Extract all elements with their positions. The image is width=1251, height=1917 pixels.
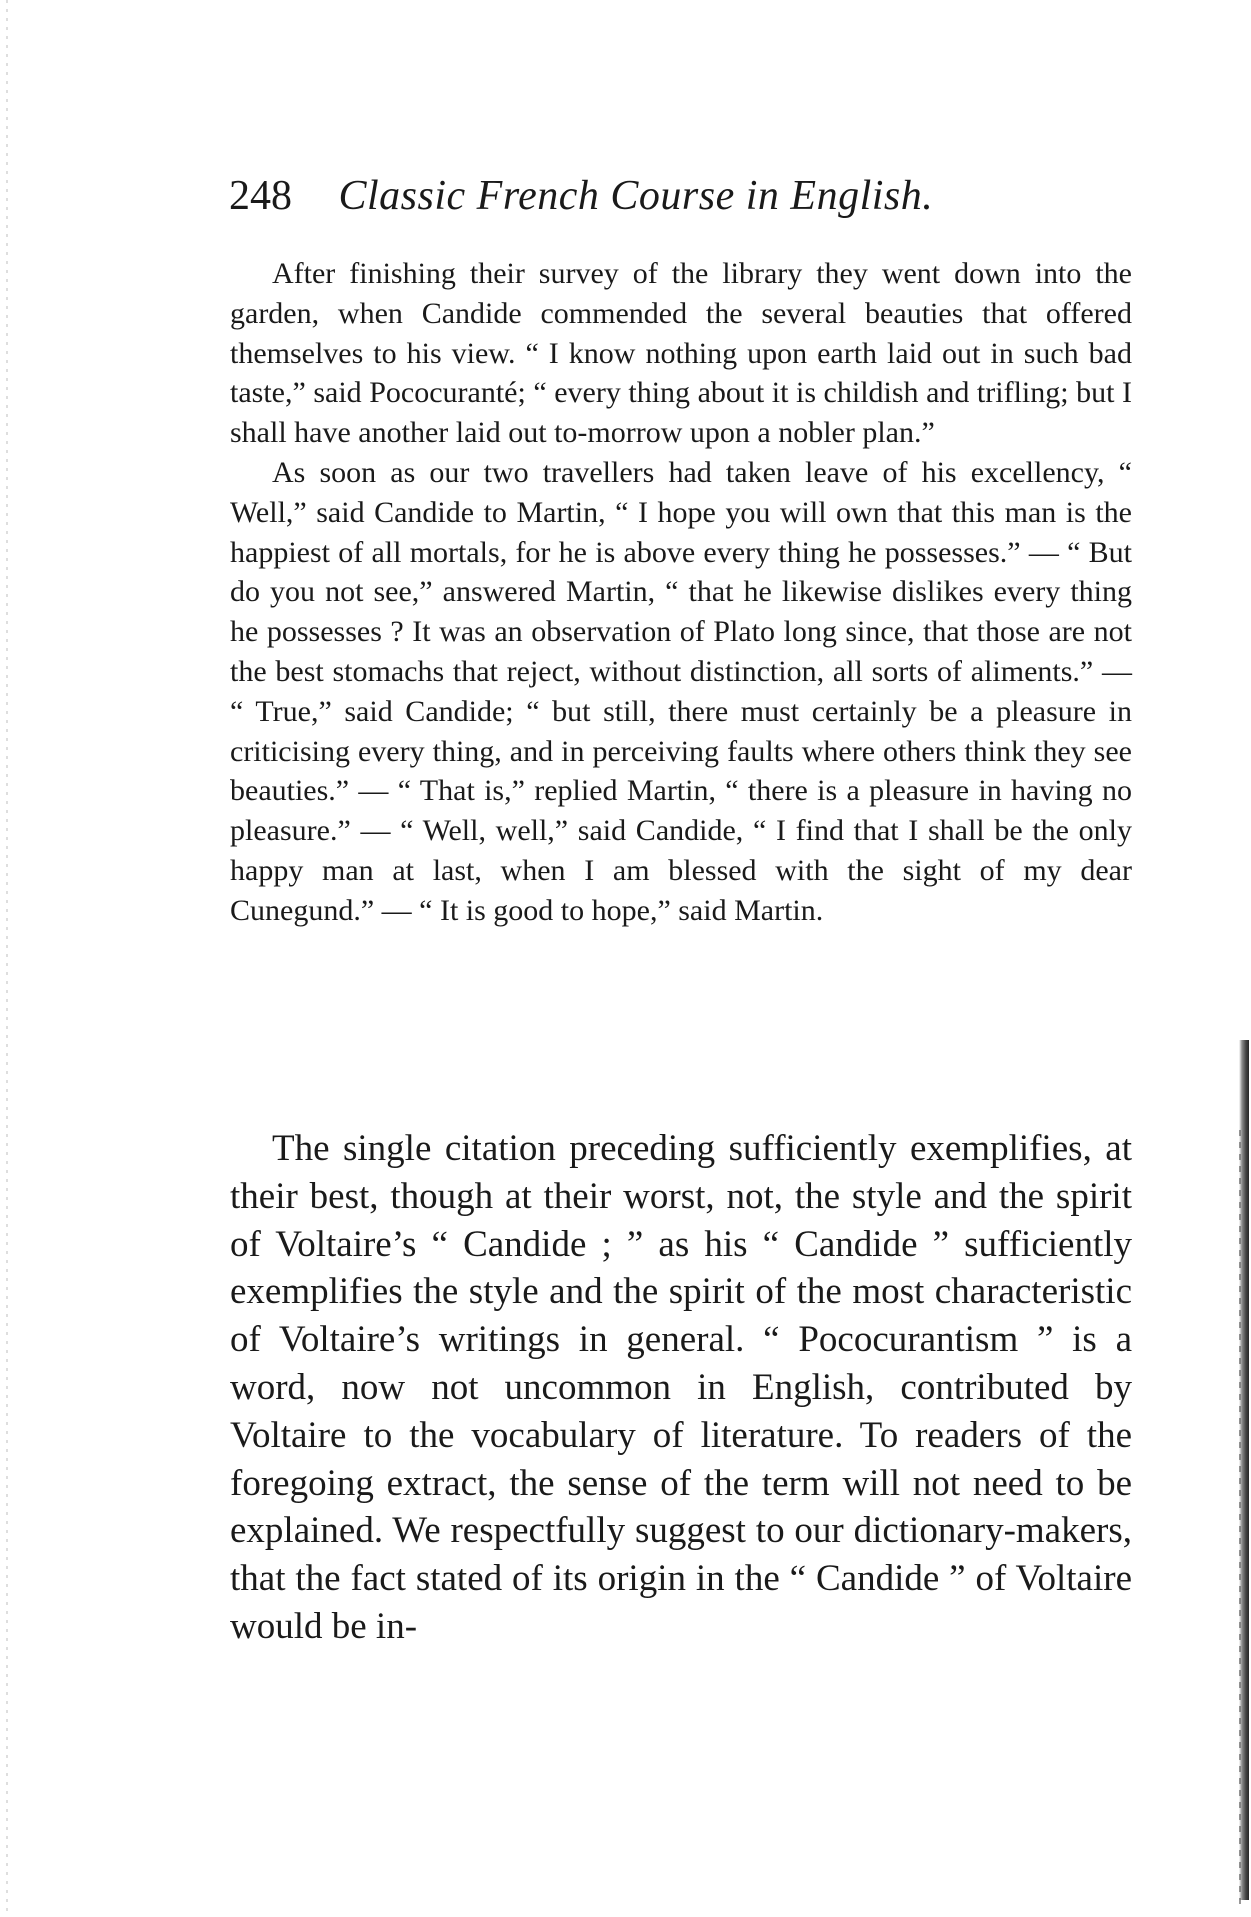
- scan-edge-right-marks: [1239, 1130, 1241, 1910]
- excerpt-paragraph: As soon as our two travellers had taken leave of his excellency, “ Well,” said Candide to Martin, “ I hope you will own that this man is the happiest of all mortals, for he is above every thing he possesses.” — “ But do you not see,” answered Martin, “ that he likewise dislikes every thing he possesses ? It was an observation of Plato long since, that those are not the best stomachs that reject, without distinction, all sorts of aliments.” — “ True,” said Candide; “ but still, there must certainly be a pleasure in criticising every thing, and in perceiving faults where others think they see beauties.” — “ That is,” replied Martin, “ there is a pleasure in having no pleasure.” — “ Well, well,” said Candide, “ I find that I shall be the only happy man at last, when I am blessed with the sight of my dear Cunegund.” — “ It is good to hope,” said Martin.: [230, 455, 1132, 927]
- commentary-text: [230, 1125, 1132, 1651]
- scan-edge-left: [6, 0, 8, 1917]
- quoted-excerpt: [230, 254, 1132, 931]
- excerpt-paragraph: After finishing their survey of the library they went down into the garden, when Candide commended the several beauties that offered themselves to his view. “ I know nothing upon earth laid out in such bad taste,” said Pococuranté; “ every thing about it is childish and trifling; but I shall have another laid out to-morrow upon a nobler plan.”: [230, 257, 1132, 450]
- commentary-paragraph: The single citation preceding sufficiently exemplifies, at their best, though at their worst, not, the style and the spirit of Voltaire’s “ Candide ; ” as his “ Candide ” sufficiently exemplifies the style and the spirit of the most characteristic of Voltaire’s writings in general. “ Pococurantism ” is a word, now not uncommon in English, contributed by Voltaire to the vocabulary of literature. To readers of the foregoing extract, the sense of the term will not need to be explained. We respectfully suggest to our dictionary-makers, that the fact stated of its origin in the “ Candide ” of Voltaire would be in-: [230, 1128, 1132, 1647]
- running-title: Classic French Course in English.: [338, 173, 934, 219]
- page-header: [229, 166, 1129, 226]
- page-number: 248: [229, 173, 292, 219]
